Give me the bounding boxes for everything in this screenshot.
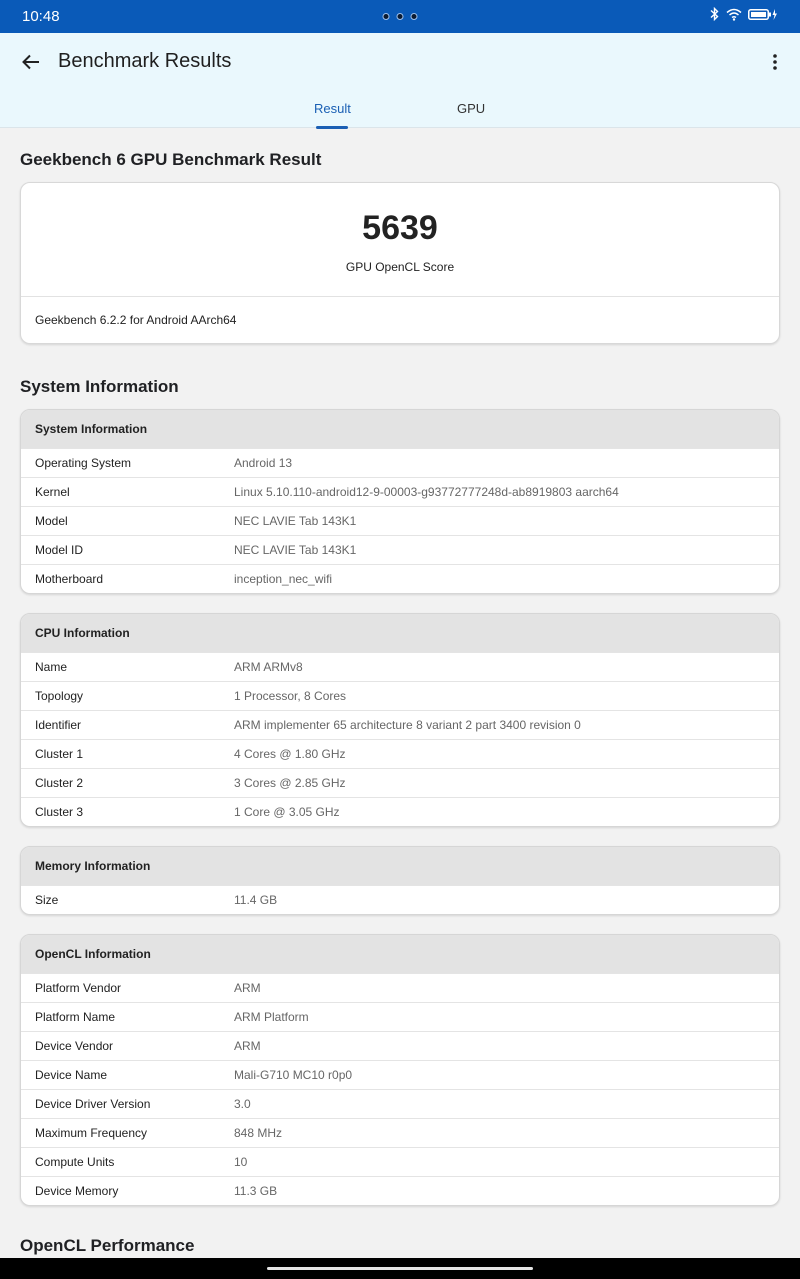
wifi-icon — [726, 8, 742, 26]
info-value: ARM Platform — [234, 1010, 309, 1024]
result-section-title: Geekbench 6 GPU Benchmark Result — [20, 150, 322, 169]
active-tab-indicator — [316, 126, 348, 129]
score-card — [20, 182, 780, 344]
info-value: 1 Core @ 3.05 GHz — [234, 805, 340, 819]
info-value: inception_nec_wifi — [234, 572, 333, 586]
info-row — [21, 1089, 779, 1118]
info-value: Mali-G710 MC10 r0p0 — [234, 1068, 353, 1082]
info-row — [21, 564, 779, 593]
info-row — [21, 535, 779, 564]
divider — [21, 296, 779, 297]
info-row — [21, 652, 779, 681]
back-button[interactable] — [18, 49, 44, 75]
info-key: Motherboard — [35, 572, 104, 586]
info-row — [21, 885, 779, 914]
info-key: Maximum Frequency — [35, 1126, 148, 1140]
more-vertical-icon — [773, 54, 777, 70]
info-row — [21, 768, 779, 797]
info-row — [21, 477, 779, 506]
info-row — [21, 797, 779, 826]
info-value: 11.4 GB — [234, 893, 278, 907]
info-value: NEC LAVIE Tab 143K1 — [234, 543, 357, 557]
status-time: 10:48 — [22, 8, 60, 25]
info-key: Topology — [35, 689, 84, 703]
info-key: Cluster 1 — [35, 747, 84, 761]
more-options-button[interactable] — [768, 49, 782, 75]
info-value: 3.0 — [234, 1097, 251, 1111]
card-heading: OpenCL Information — [21, 935, 779, 973]
info-key: Identifier — [35, 718, 82, 732]
score-value: 5639 — [362, 209, 438, 247]
cpu-info-card — [20, 613, 780, 827]
memory-info-card — [20, 846, 780, 915]
info-key: Model — [35, 514, 68, 528]
info-value: Android 13 — [234, 456, 293, 470]
info-value: 10 — [234, 1155, 248, 1169]
navigation-bar — [0, 1258, 800, 1279]
opencl-info-card — [20, 934, 780, 1206]
info-row — [21, 710, 779, 739]
info-value: ARM — [234, 981, 261, 995]
info-key: Kernel — [35, 485, 70, 499]
info-row — [21, 973, 779, 1002]
status-bar — [0, 0, 800, 33]
system-info-card — [20, 409, 780, 594]
info-row — [21, 506, 779, 535]
card-heading: System Information — [21, 410, 779, 448]
page-title: Benchmark Results — [58, 50, 232, 72]
score-label: GPU OpenCL Score — [345, 260, 455, 274]
tab-result[interactable]: Result — [314, 101, 351, 116]
info-key: Cluster 2 — [35, 776, 84, 790]
info-value: 11.3 GB — [234, 1184, 278, 1198]
info-row — [21, 1060, 779, 1089]
info-key: Device Name — [35, 1068, 108, 1082]
info-value: NEC LAVIE Tab 143K1 — [234, 514, 357, 528]
info-value: Linux 5.10.110-android12-9-00003-g93772777248d-ab8919803 aarch64 — [234, 485, 619, 499]
battery-charging-icon — [748, 8, 778, 26]
card-heading: CPU Information — [21, 614, 779, 652]
info-key: Compute Units — [35, 1155, 115, 1169]
info-key: Device Vendor — [35, 1039, 114, 1053]
performance-section-title: OpenCL Performance — [20, 1236, 195, 1255]
info-row — [21, 448, 779, 477]
info-key: Cluster 3 — [35, 805, 84, 819]
info-key: Model ID — [35, 543, 84, 557]
bluetooth-icon — [709, 7, 720, 26]
tab-bar — [0, 93, 800, 128]
info-row — [21, 1176, 779, 1205]
info-value: 3 Cores @ 2.85 GHz — [234, 776, 346, 790]
info-row — [21, 739, 779, 768]
info-row — [21, 1002, 779, 1031]
version-text: Geekbench 6.2.2 for Android AArch64 — [35, 313, 237, 327]
window-handle-dots[interactable] — [383, 13, 418, 20]
info-key: Device Driver Version — [35, 1097, 151, 1111]
arrow-left-icon — [22, 54, 40, 70]
info-row — [21, 1147, 779, 1176]
home-gesture-handle[interactable] — [267, 1267, 533, 1270]
info-row — [21, 681, 779, 710]
info-value: 4 Cores @ 1.80 GHz — [234, 747, 346, 761]
info-value: ARM — [234, 1039, 261, 1053]
info-key: Size — [35, 893, 59, 907]
app-header — [0, 33, 800, 128]
info-value: 848 MHz — [234, 1126, 283, 1140]
info-row — [21, 1118, 779, 1147]
info-value: 1 Processor, 8 Cores — [234, 689, 347, 703]
info-value: ARM implementer 65 architecture 8 variant 2 part 3400 revision 0 — [234, 718, 581, 732]
status-icons — [709, 7, 778, 26]
info-key: Platform Vendor — [35, 981, 122, 995]
system-section-title: System Information — [20, 377, 179, 396]
info-value: ARM ARMv8 — [234, 660, 303, 674]
info-key: Operating System — [35, 456, 132, 470]
tab-gpu[interactable]: GPU — [457, 101, 486, 116]
info-row — [21, 1031, 779, 1060]
info-key: Platform Name — [35, 1010, 116, 1024]
card-heading: Memory Information — [21, 847, 779, 885]
info-key: Device Memory — [35, 1184, 119, 1198]
info-key: Name — [35, 660, 68, 674]
